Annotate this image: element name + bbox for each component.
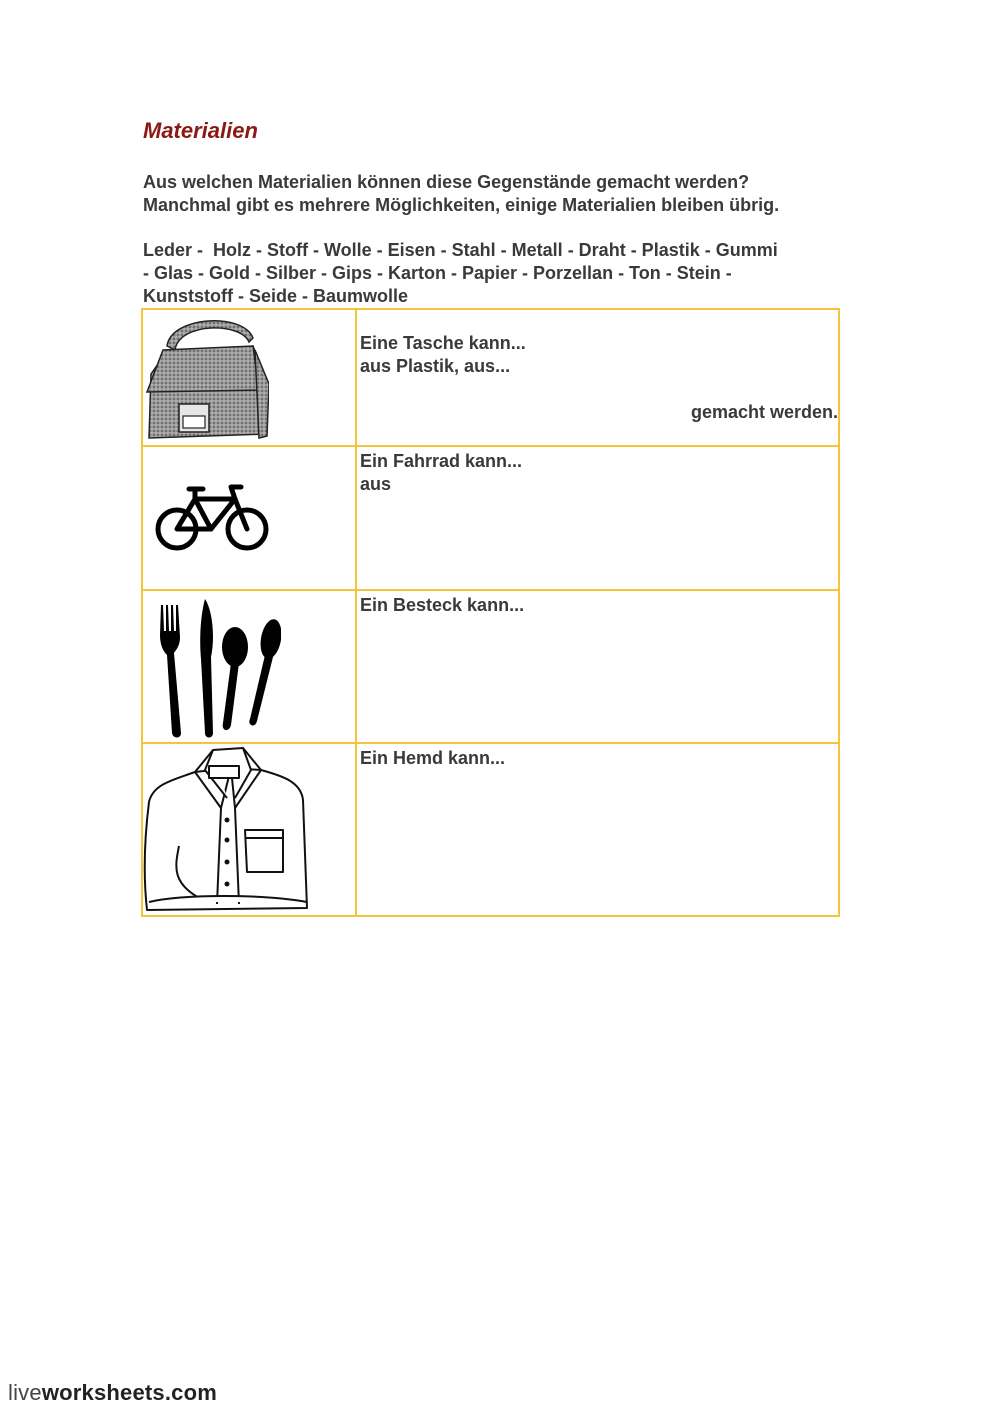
material-list: [143, 239, 883, 308]
exercise-table: [141, 308, 840, 917]
table-row: [143, 447, 838, 591]
cutlery-icon: [157, 597, 281, 739]
answer-text: aus: [360, 474, 392, 494]
prompt-text: Ein Hemd kann...: [360, 748, 506, 768]
prompt-text: Ein Besteck kann...: [360, 595, 525, 615]
instructions: [143, 171, 883, 217]
image-cell: [143, 447, 357, 589]
page-title: Materialien: [143, 118, 258, 143]
answer-text: aus Plastik, aus...: [360, 356, 511, 376]
sentence-ending: gemacht werden.: [690, 402, 838, 422]
table-row: [143, 744, 838, 915]
brand-bold-text: worksheets.com: [41, 1380, 218, 1405]
material-line: Leder - Holz - Stoff - Wolle - Eisen - Stahl - Metall - Draht - Plastik - Gummi: [143, 240, 778, 260]
prompt-text: Eine Tasche kann...: [360, 333, 526, 353]
image-cell: [143, 310, 357, 445]
material-line: - Glas - Gold - Silber - Gips - Karton - Papier - Porzellan - Ton - Stein -: [143, 263, 732, 283]
material-line: Kunststoff - Seide - Baumwolle: [143, 286, 409, 306]
bag-icon: [145, 310, 269, 444]
footer-brand-logo: [8, 1380, 217, 1406]
image-cell: [143, 744, 357, 915]
instruction-line: Aus welchen Materialien können diese Gegenstände gemacht werden?: [143, 172, 750, 192]
table-row: [143, 310, 838, 447]
bicycle-icon: [155, 483, 271, 555]
shirt-icon: [143, 744, 309, 914]
brand-light-text: live: [8, 1380, 42, 1405]
table-row: [143, 591, 838, 744]
answer-cell[interactable]: [359, 591, 838, 742]
instruction-line: Manchmal gibt es mehrere Möglichkeiten, einige Materialien bleiben übrig.: [143, 195, 780, 215]
image-cell: [143, 591, 357, 742]
answer-cell[interactable]: [359, 447, 838, 589]
answer-cell[interactable]: [359, 310, 838, 445]
answer-cell[interactable]: [359, 744, 838, 915]
prompt-text: Ein Fahrrad kann...: [360, 451, 523, 471]
